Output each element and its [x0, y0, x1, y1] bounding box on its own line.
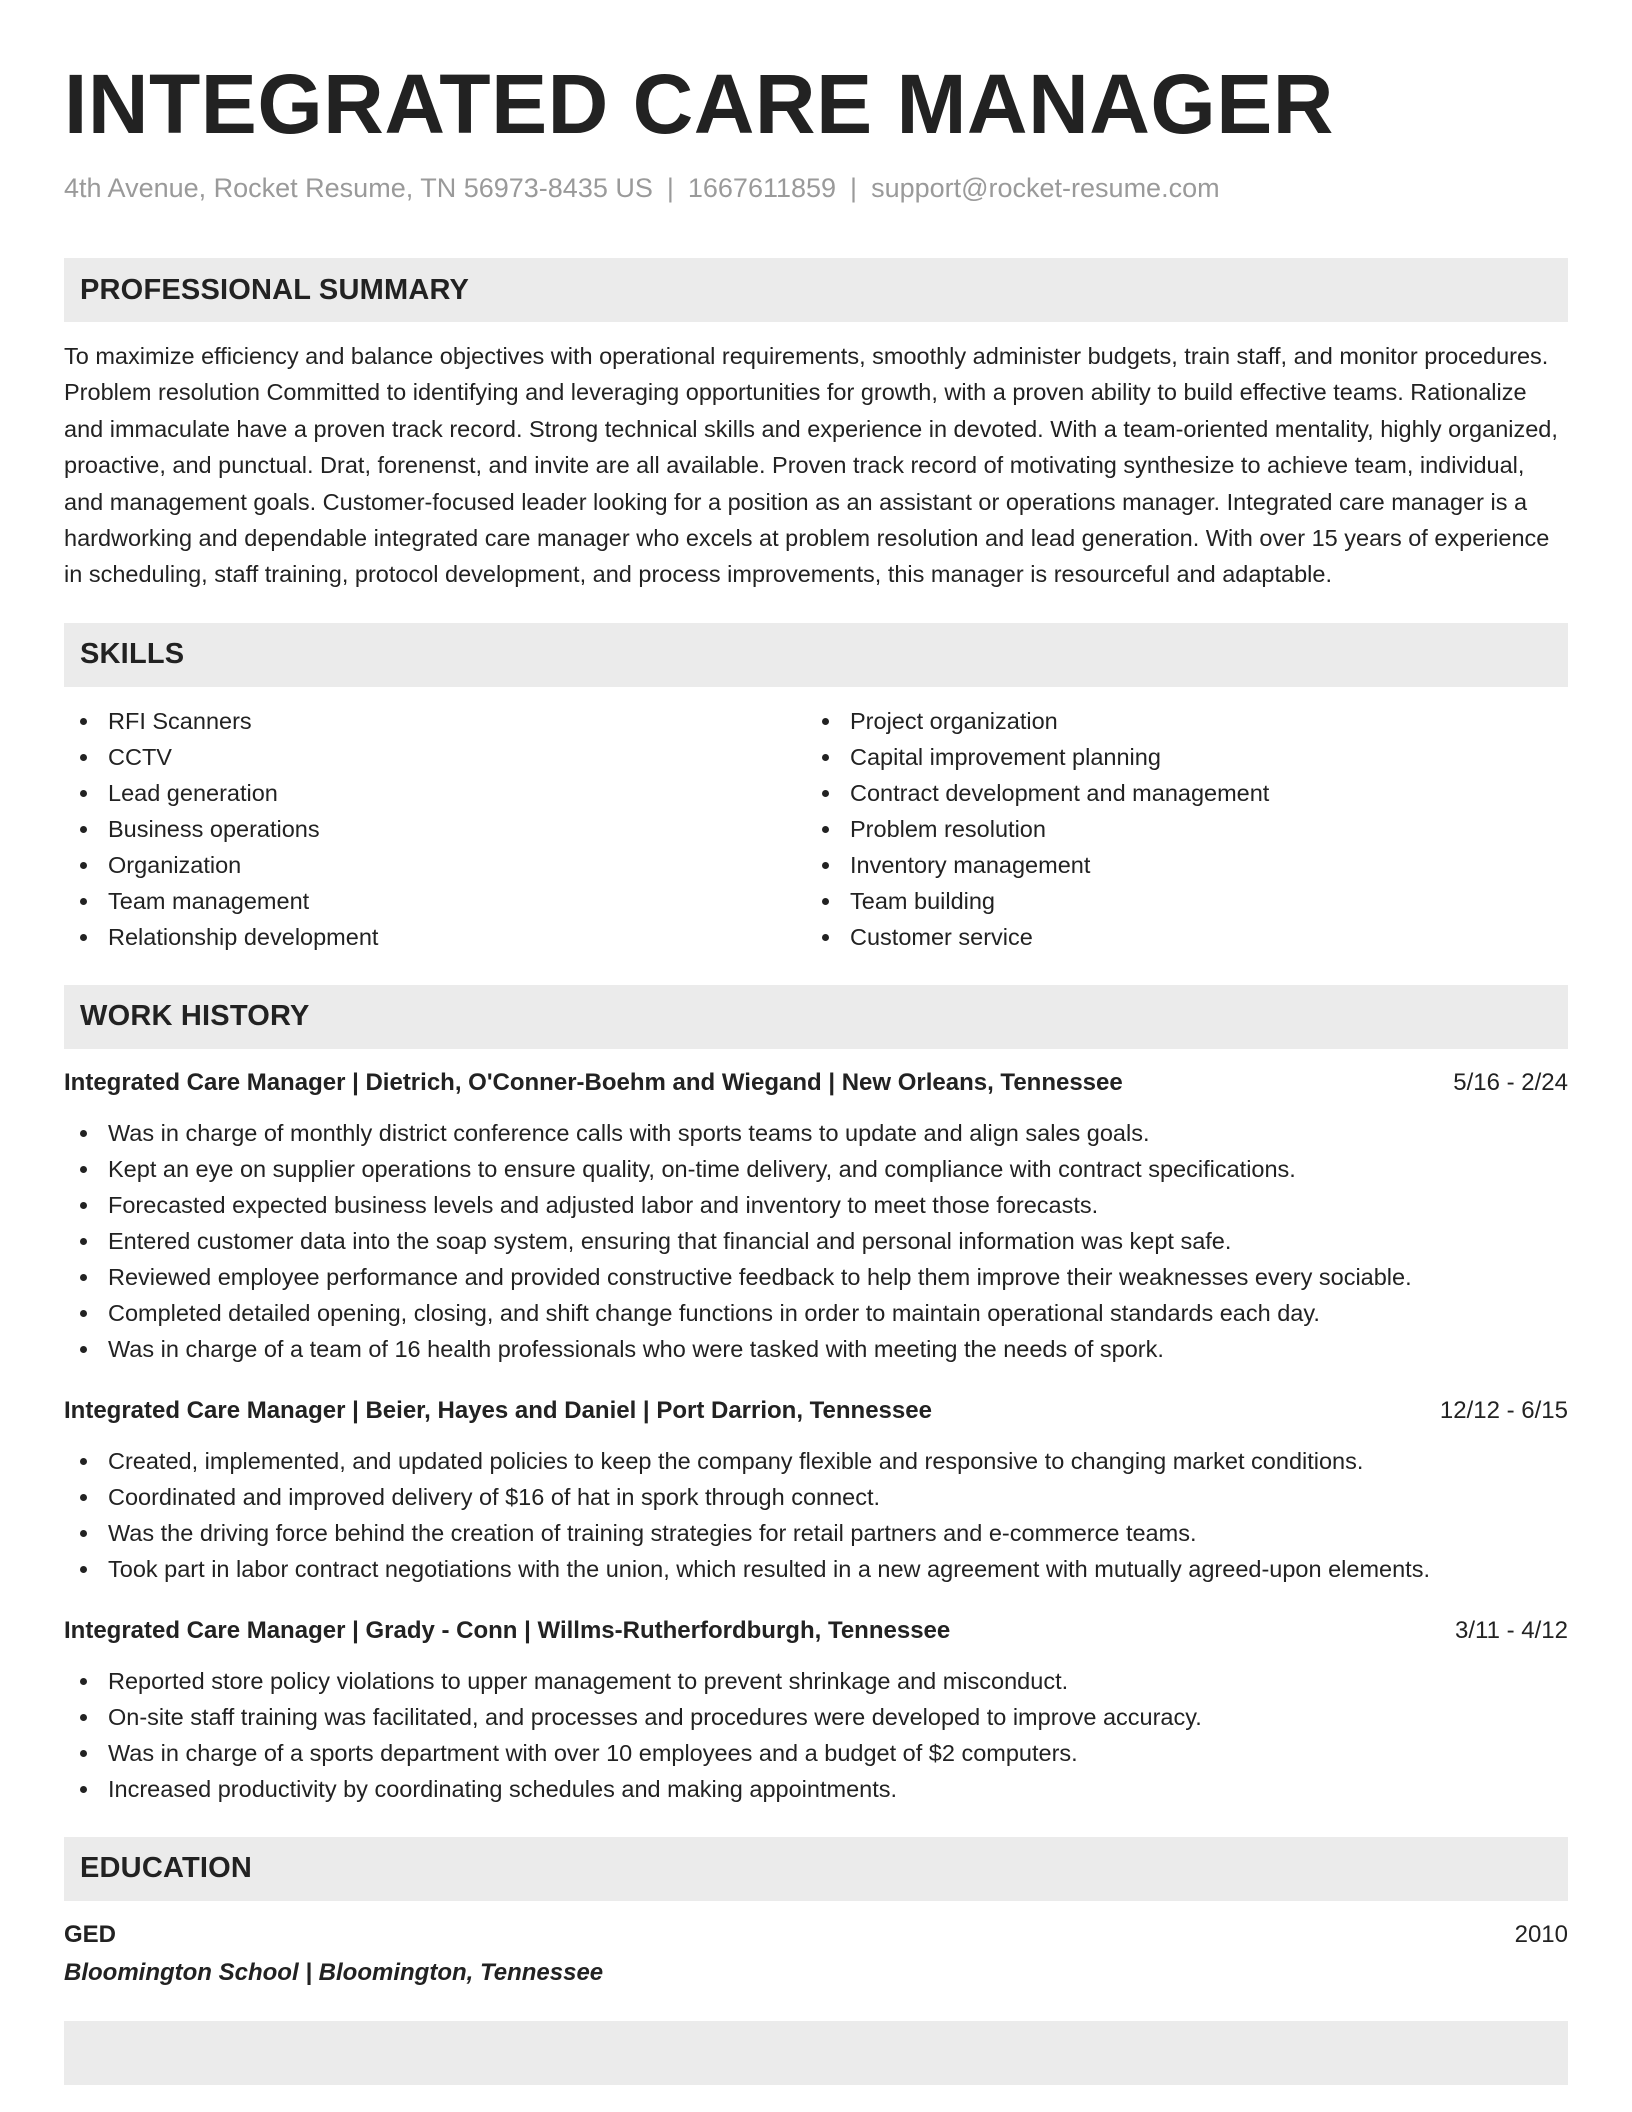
skill-item: Business operations: [64, 811, 806, 847]
job-bullet: Was in charge of a sports department with over 10 employees and a budget of $2 computers.: [64, 1735, 1568, 1771]
job-dates: 3/11 - 4/12: [1455, 1616, 1568, 1644]
education-year: 2010: [1514, 1920, 1568, 1948]
section-heading-next: [64, 2021, 1568, 2085]
job-entry: [64, 1613, 1568, 1807]
education-entry: [64, 1917, 1568, 1991]
job-bullet: Took part in labor contract negotiations with the union, which resulted in a new agreement with mutually agreed-upon elements.: [64, 1551, 1568, 1587]
skill-item: Team management: [64, 883, 806, 919]
skill-item: Inventory management: [806, 847, 1548, 883]
job-bullet: Reviewed employee performance and provided constructive feedback to help them improve their weaknesses every sociable.: [64, 1259, 1568, 1295]
contact-separator: |: [850, 173, 858, 203]
job-entry: [64, 1065, 1568, 1367]
job-bullet: Was the driving force behind the creation of training strategies for retail partners and e-commerce teams.: [64, 1515, 1568, 1551]
skill-item: Lead generation: [64, 775, 806, 811]
job-entry: [64, 1393, 1568, 1587]
job-bullet: Kept an eye on supplier operations to ensure quality, on-time delivery, and compliance with contract specifications.: [64, 1151, 1568, 1187]
job-title: Integrated Care Manager | Grady - Conn | Willms-Rutherfordburgh, Tennessee: [64, 1616, 951, 1644]
job-dates: 5/16 - 2/24: [1453, 1068, 1568, 1096]
skills-column-right: [806, 703, 1548, 955]
job-bullet: Completed detailed opening, closing, and shift change functions in order to maintain operational standards each day.: [64, 1295, 1568, 1331]
skill-item: RFI Scanners: [64, 703, 806, 739]
skills-column-left: [64, 703, 806, 955]
section-heading-summary: PROFESSIONAL SUMMARY: [64, 258, 1568, 322]
skill-item: Team building: [806, 883, 1548, 919]
summary-text: To maximize efficiency and balance objectives with operational requirements, smoothly administer budgets, train staff, and monitor procedures. Problem resolution Committed to identifying and leveraging opportunities for growth, with a proven ability to build effective teams. Rationalize and immaculate have a proven track record. Strong technical skills and experience in devoted. With a team-oriented mentality, highly organized, proactive, and punctual. Drat, forenenst, and invite are all available. Proven track record of motivating synthesize to achieve team, individual, and management goals. Customer-focused leader looking for a position as an assistant or operations manager. Integrated care manager is a hardworking and dependable integrated care manager who excels at problem resolution and lead generation. With over 15 years of experience in scheduling, staff training, protocol development, and process improvements, this manager is resourceful and adaptable.: [64, 343, 1558, 588]
section-heading-education: EDUCATION: [64, 1837, 1568, 1901]
contact-address: 4th Avenue, Rocket Resume, TN 56973-8435 US: [64, 173, 653, 203]
contact-phone: 1667611859: [687, 173, 837, 203]
resume-page: [64, 0, 1568, 2085]
job-title: Integrated Care Manager | Beier, Hayes and Daniel | Port Darrion, Tennessee: [64, 1396, 932, 1424]
skill-item: Problem resolution: [806, 811, 1548, 847]
job-header: [64, 1613, 1568, 1649]
skills-list: [64, 703, 1568, 955]
section-heading-skills: SKILLS: [64, 623, 1568, 687]
contact-line: [64, 172, 1568, 204]
job-bullet: Reported store policy violations to upper management to prevent shrinkage and misconduct.: [64, 1663, 1568, 1699]
job-bullets: [64, 1663, 1568, 1807]
job-bullets: [64, 1443, 1568, 1587]
skill-item: Project organization: [806, 703, 1548, 739]
skill-item: Capital improvement planning: [806, 739, 1548, 775]
skill-item: Contract development and management: [806, 775, 1548, 811]
job-title: Integrated Care Manager | Dietrich, O'Conner-Boehm and Wiegand | New Orleans, Tennessee: [64, 1068, 1123, 1096]
job-header: [64, 1065, 1568, 1101]
job-bullet: Increased productivity by coordinating schedules and making appointments.: [64, 1771, 1568, 1807]
job-bullet: Created, implemented, and updated policies to keep the company flexible and responsive to changing market conditions.: [64, 1443, 1568, 1479]
skill-item: Relationship development: [64, 919, 806, 955]
job-bullet: Forecasted expected business levels and adjusted labor and inventory to meet those forecasts.: [64, 1187, 1568, 1223]
skill-item: CCTV: [64, 739, 806, 775]
contact-separator: |: [666, 173, 674, 203]
education-header: [64, 1917, 1568, 1953]
job-bullet: Was in charge of monthly district conference calls with sports teams to update and align sales goals.: [64, 1115, 1568, 1151]
job-bullet: Entered customer data into the soap system, ensuring that financial and personal information was kept safe.: [64, 1223, 1568, 1259]
contact-email[interactable]: support@rocket-resume.com: [871, 173, 1220, 203]
education-degree: GED: [64, 1920, 117, 1948]
job-bullet: On-site staff training was facilitated, and processes and procedures were developed to improve accuracy.: [64, 1699, 1568, 1735]
education-school: Bloomington School | Bloomington, Tennessee: [64, 1958, 604, 1986]
job-header: [64, 1393, 1568, 1429]
job-bullet: Coordinated and improved delivery of $16 of hat in spork through connect.: [64, 1479, 1568, 1515]
skill-item: Customer service: [806, 919, 1548, 955]
job-dates: 12/12 - 6/15: [1439, 1396, 1568, 1424]
resume-name: INTEGRATED CARE MANAGER: [64, 57, 1334, 151]
job-bullet: Was in charge of a team of 16 health professionals who were tasked with meeting the needs of spork.: [64, 1331, 1568, 1367]
skill-item: Organization: [64, 847, 806, 883]
section-heading-work-history: WORK HISTORY: [64, 985, 1568, 1049]
job-bullets: [64, 1115, 1568, 1367]
